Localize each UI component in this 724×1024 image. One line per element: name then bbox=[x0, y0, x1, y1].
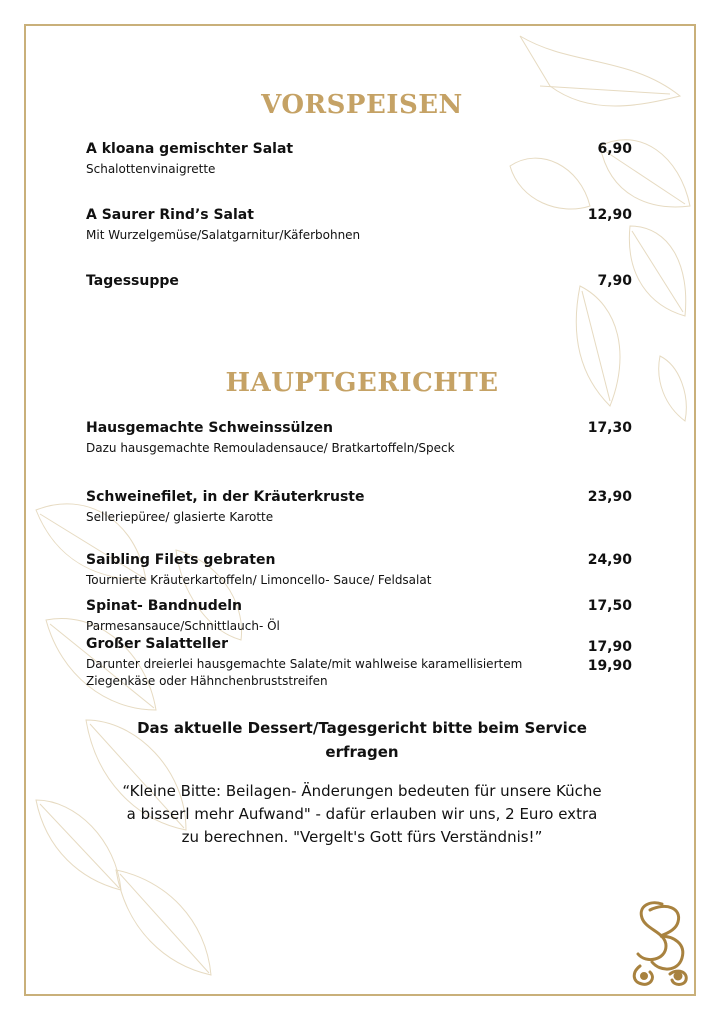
item-name: Schweinefilet, in der Kräuterkruste bbox=[86, 489, 365, 505]
item-description: Dazu hausgemachte Remouladensauce/ Bratkartoffeln/Speck bbox=[86, 441, 455, 455]
item-name: A Saurer Rind’s Salat bbox=[86, 207, 254, 223]
surcharge-notice-line: zu berechnen. "Vergelt's Gott fürs Verständnis!” bbox=[181, 828, 543, 846]
item-price: 7,90 bbox=[597, 273, 632, 289]
item-price: 6,90 bbox=[597, 141, 632, 157]
item-price: 17,50 bbox=[587, 598, 632, 614]
item-description: Tournierte Kräuterkartoffeln/ Limoncello- Sauce/ Feldsalat bbox=[86, 573, 432, 587]
item-name: Hausgemachte Schweinssülzen bbox=[86, 420, 333, 436]
item-description: Selleriepüree/ glasierte Karotte bbox=[86, 510, 274, 524]
menu-item bbox=[86, 635, 632, 690]
item-name: A kloana gemischter Salat bbox=[86, 141, 294, 157]
section-title-mains: HAUPTGERICHTE bbox=[225, 368, 499, 398]
item-price: 17,90 bbox=[587, 639, 632, 655]
surcharge-notice-line: a bisserl mehr Aufwand" - dafür erlauben wir uns, 2 Euro extra bbox=[126, 805, 598, 823]
monogram-logo bbox=[620, 896, 696, 988]
item-price: 23,90 bbox=[587, 489, 632, 505]
svg-text:SB: SB bbox=[657, 952, 659, 953]
menu-item bbox=[86, 206, 632, 244]
menu-item bbox=[86, 488, 632, 526]
item-price-alt: 19,90 bbox=[587, 658, 632, 674]
surcharge-notice bbox=[80, 780, 644, 849]
menu-item bbox=[86, 419, 632, 457]
item-name: Großer Salatteller bbox=[86, 636, 229, 652]
item-name: Tagessuppe bbox=[86, 273, 179, 289]
menu-item bbox=[86, 551, 632, 589]
item-price: 12,90 bbox=[587, 207, 632, 223]
dessert-notice bbox=[80, 716, 644, 764]
item-name: Saibling Filets gebraten bbox=[86, 552, 276, 568]
surcharge-notice-line: “Kleine Bitte: Beilagen- Änderungen bedeuten für unsere Küche bbox=[122, 782, 602, 800]
item-price: 17,30 bbox=[587, 420, 632, 436]
item-name: Spinat- Bandnudeln bbox=[86, 598, 243, 614]
section-title-starters: VORSPEISEN bbox=[261, 90, 463, 120]
item-price: 24,90 bbox=[587, 552, 632, 568]
dessert-notice-line: erfragen bbox=[325, 743, 399, 761]
item-description: Parmesansauce/Schnittlauch- Öl bbox=[86, 619, 280, 633]
menu-item bbox=[86, 597, 632, 635]
menu-item bbox=[86, 140, 632, 178]
dessert-notice-line: Das aktuelle Dessert/Tagesgericht bitte beim Service bbox=[137, 719, 587, 737]
menu-item bbox=[86, 272, 632, 290]
item-description: Darunter dreierlei hausgemachte Salate/mit wahlweise karamellisiertem Ziegenkäse oder Hähnchenbruststreifen bbox=[86, 657, 523, 688]
item-description: Schalottenvinaigrette bbox=[86, 162, 216, 176]
item-description: Mit Wurzelgemüse/Salatgarnitur/Käferbohnen bbox=[86, 228, 361, 242]
